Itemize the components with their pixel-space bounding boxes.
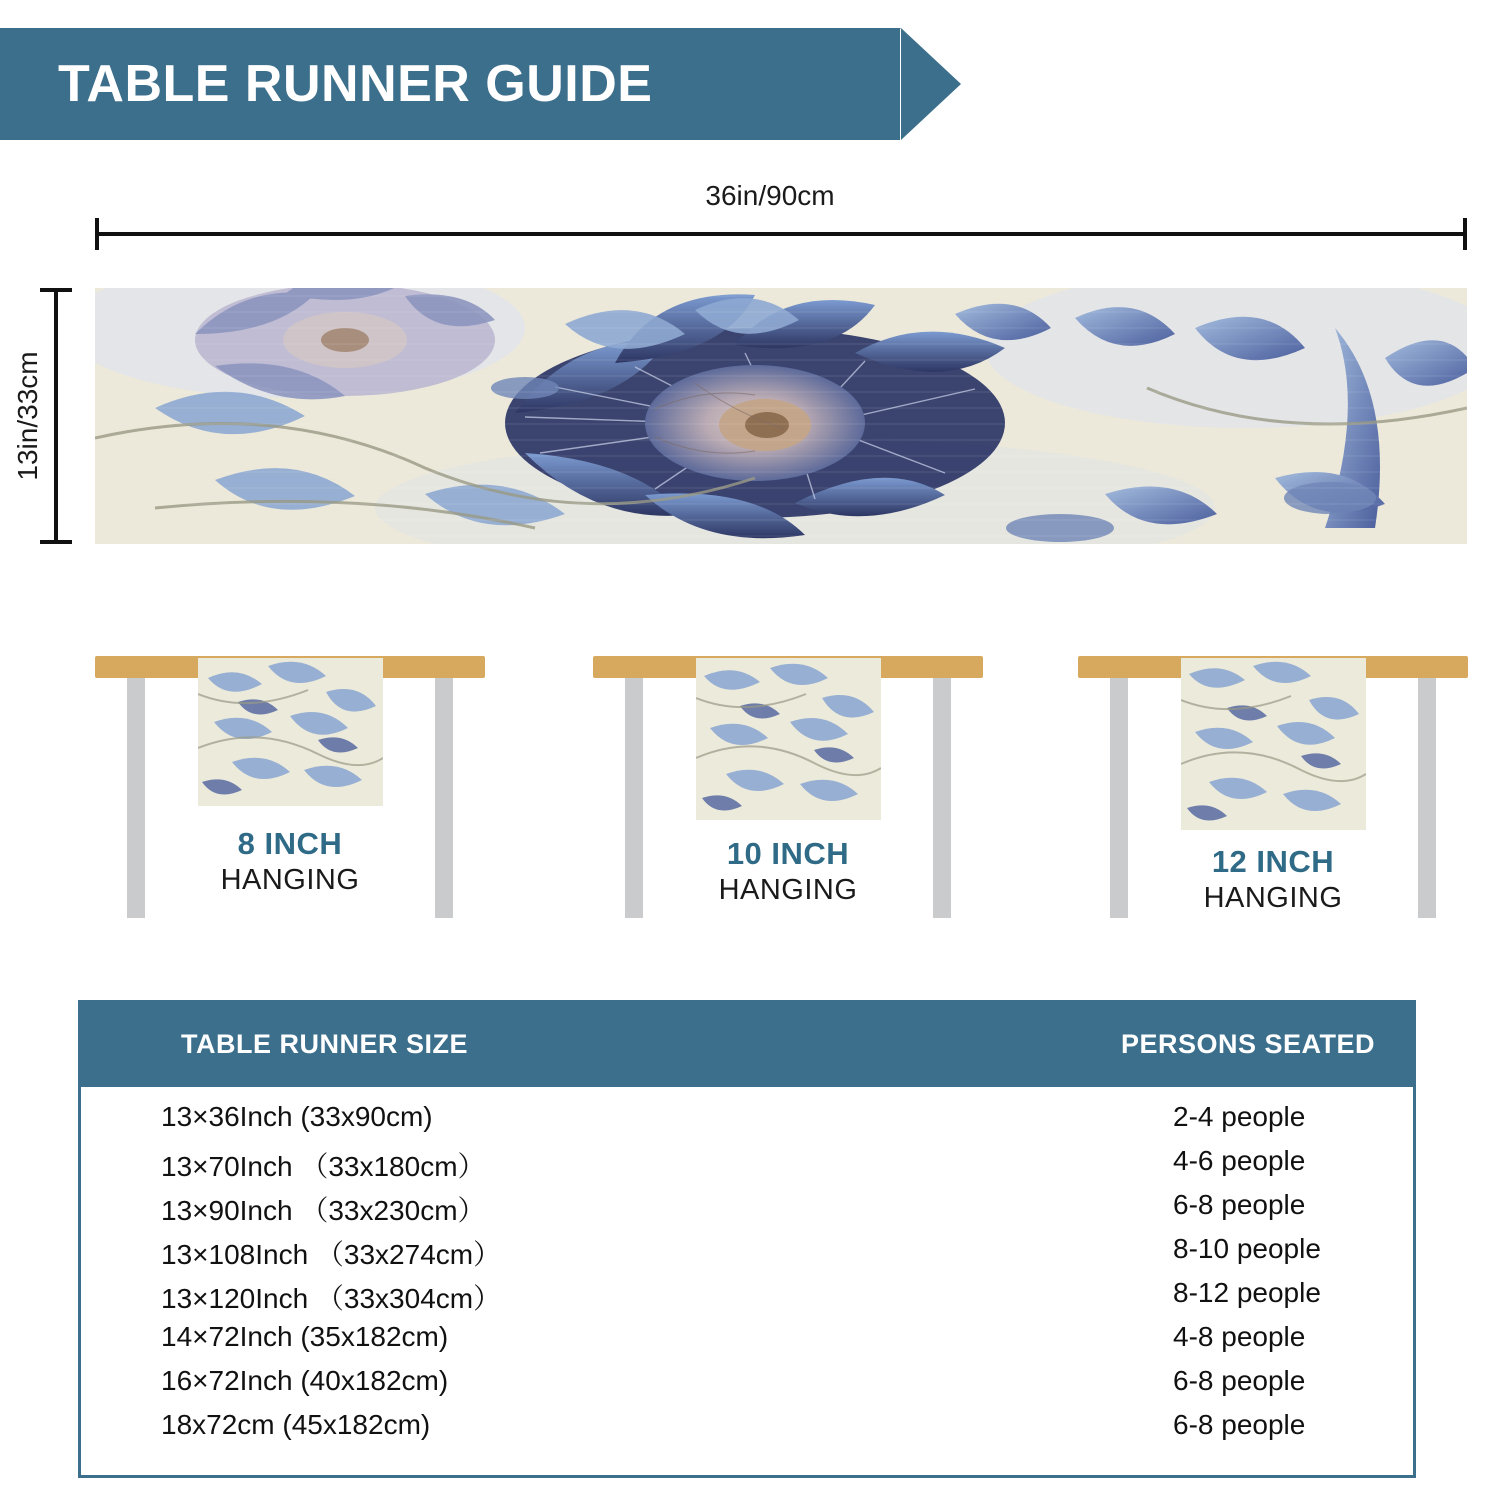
cell-size: 18x72cm (45x182cm) bbox=[161, 1409, 431, 1440]
cloth-pattern-graphic bbox=[696, 658, 881, 820]
cell-persons: 8-10 people bbox=[1173, 1233, 1321, 1264]
height-dimension-line bbox=[54, 288, 58, 544]
cell-size: 13×70Inch （33x180cm） bbox=[161, 1151, 486, 1182]
table-row bbox=[81, 1405, 1413, 1449]
hanging-caption-12 bbox=[1078, 844, 1468, 915]
cell-persons: 2-4 people bbox=[1173, 1101, 1306, 1132]
hanging-caption-8 bbox=[95, 826, 485, 897]
hanging-example-12inch bbox=[1078, 628, 1468, 928]
table-runner-product-image bbox=[95, 288, 1467, 544]
hanging-number-12: 12 INCH bbox=[1211, 844, 1335, 879]
header-banner bbox=[0, 28, 900, 140]
runner-hanging-cloth bbox=[1181, 658, 1366, 830]
size-chart-rows bbox=[81, 1087, 1413, 1449]
column-header-size: TABLE RUNNER SIZE bbox=[181, 1029, 469, 1059]
hanging-examples-row bbox=[0, 628, 1493, 948]
column-header-persons: PERSONS SEATED bbox=[1121, 1029, 1376, 1059]
runner-hanging-cloth bbox=[198, 658, 383, 806]
table-row bbox=[81, 1361, 1413, 1405]
cell-persons: 4-6 people bbox=[1173, 1145, 1306, 1176]
width-dimension-line bbox=[95, 232, 1467, 236]
size-chart-table bbox=[78, 1000, 1416, 1478]
cloth-pattern-graphic bbox=[1181, 658, 1366, 830]
table-row bbox=[81, 1185, 1413, 1229]
cell-persons: 8-12 people bbox=[1173, 1277, 1321, 1308]
hanging-number-10: 10 INCH bbox=[726, 836, 850, 871]
cell-persons: 6-8 people bbox=[1173, 1365, 1306, 1396]
cell-persons: 6-8 people bbox=[1173, 1189, 1306, 1220]
table-row bbox=[81, 1273, 1413, 1317]
cell-size: 13×36Inch (33x90cm) bbox=[161, 1101, 433, 1132]
table-row bbox=[81, 1317, 1413, 1361]
cell-size: 13×120Inch （33x304cm） bbox=[161, 1283, 502, 1314]
hanging-example-10inch bbox=[593, 628, 983, 928]
height-dimension-label: 13in/33cm bbox=[12, 351, 43, 481]
table-row bbox=[81, 1141, 1413, 1185]
page-title: TABLE RUNNER GUIDE bbox=[58, 55, 653, 113]
cell-size: 13×90Inch （33x230cm） bbox=[161, 1195, 486, 1226]
hanging-label-8: HANGING bbox=[220, 864, 360, 896]
runner-hanging-cloth bbox=[696, 658, 881, 820]
cell-persons: 4-8 people bbox=[1173, 1321, 1306, 1352]
table-row bbox=[81, 1097, 1413, 1141]
cell-persons: 6-8 people bbox=[1173, 1409, 1306, 1440]
cell-size: 14×72Inch (35x182cm) bbox=[161, 1321, 449, 1352]
banner-arrow-shape bbox=[900, 28, 958, 140]
floral-pattern-graphic bbox=[95, 288, 1467, 544]
hanging-example-8inch bbox=[95, 628, 485, 928]
hanging-label-10: HANGING bbox=[718, 874, 858, 906]
cell-size: 16×72Inch (40x182cm) bbox=[161, 1365, 449, 1396]
width-dimension-label: 36in/90cm bbox=[705, 180, 835, 211]
cloth-pattern-graphic bbox=[198, 658, 383, 806]
table-row bbox=[81, 1229, 1413, 1273]
hanging-number-8: 8 INCH bbox=[237, 826, 343, 861]
cell-size: 13×108Inch （33x274cm） bbox=[161, 1239, 502, 1270]
hanging-label-12: HANGING bbox=[1203, 882, 1343, 914]
hanging-caption-10 bbox=[593, 836, 983, 907]
size-chart-header bbox=[81, 1003, 1413, 1087]
